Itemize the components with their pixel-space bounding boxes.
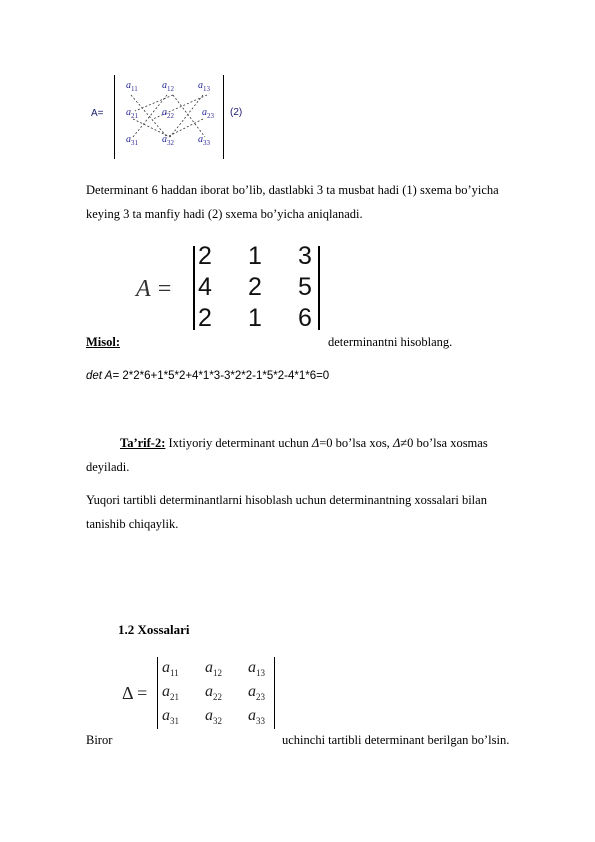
definition-text: ≠0 bo’lsa xosmas bbox=[400, 436, 488, 450]
definition-text: Ixtiyoriy determinant uchun bbox=[165, 436, 312, 450]
paragraph-line: Yuqori tartibli determinantlarni hisoblash uchun determinantning xossalari bilan bbox=[86, 493, 487, 507]
scheme-cell: $a_{11}$ bbox=[126, 80, 138, 93]
definition-line bbox=[120, 433, 488, 453]
delta-cell: $a_{33}$ bbox=[248, 707, 265, 727]
formula-text: = 2*2*6+1*5*2+4*1*3-3*2*2-1*5*2-4*1*6=0 bbox=[112, 370, 330, 382]
matrix-cell: 2 bbox=[198, 242, 212, 270]
matrix-cell: 3 bbox=[298, 242, 312, 270]
misol-label: Misol: bbox=[86, 335, 121, 349]
matrix-label: A = bbox=[136, 276, 173, 302]
misol-text: determinantni hisoblang. bbox=[328, 335, 453, 349]
scheme-right-bar bbox=[223, 75, 224, 159]
formula-line bbox=[86, 366, 329, 386]
matrix-cell: 2 bbox=[198, 304, 212, 332]
delta-cell: $a_{12}$ bbox=[205, 659, 222, 679]
scheme-label: A= bbox=[91, 108, 104, 119]
formula-prefix: det A bbox=[86, 370, 113, 382]
scheme-cell: $a_{22}$ bbox=[162, 107, 174, 120]
paragraph-line: keying 3 ta manfiy hadi (2) sxema bo’yicha aniqlanadi. bbox=[86, 207, 363, 221]
delta-cell: $a_{32}$ bbox=[205, 707, 222, 727]
delta-label: Δ = bbox=[122, 683, 148, 703]
matrix-cell: 5 bbox=[298, 273, 312, 301]
delta-left-bar bbox=[157, 657, 158, 729]
definition-label: Ta’rif-2: bbox=[120, 436, 166, 450]
matrix-cell: 1 bbox=[248, 304, 262, 332]
delta-cell: $a_{11}$ bbox=[162, 659, 179, 679]
last-line-left: Biror bbox=[86, 733, 113, 747]
scheme-cell: $a_{12}$ bbox=[162, 80, 174, 93]
matrix-cell: 4 bbox=[198, 273, 212, 301]
section-heading: 1.2 Xossalari bbox=[118, 622, 190, 637]
scheme-cell: $a_{32}$ bbox=[162, 134, 174, 147]
paragraph-line: Determinant 6 haddan iborat bo’lib, dastlabki 3 ta musbat hadi (1) sxema bo’yicha bbox=[86, 183, 499, 197]
definition-line: deyiladi. bbox=[86, 460, 130, 474]
matrix-cell: 2 bbox=[248, 273, 262, 301]
delta-right-bar bbox=[274, 657, 275, 729]
last-line-right: uchinchi tartibli determinant berilgan bo’lsin. bbox=[282, 733, 510, 747]
scheme-cell: $a_{33}$ bbox=[198, 134, 210, 147]
paragraph-line: tanishib chiqaylik. bbox=[86, 517, 179, 531]
delta-cell: $a_{22}$ bbox=[205, 683, 222, 703]
scheme-number: (2) bbox=[230, 107, 243, 118]
delta-cell: $a_{23}$ bbox=[248, 683, 265, 703]
scheme-cell: $a_{13}$ bbox=[198, 80, 210, 93]
matrix-cell: 1 bbox=[248, 242, 262, 270]
delta-symbol: Δ bbox=[311, 436, 320, 450]
scheme-cell: $a_{21}$ bbox=[126, 107, 138, 120]
delta-cell: $a_{31}$ bbox=[162, 707, 179, 727]
matrix-cell: 6 bbox=[298, 304, 312, 332]
scheme-cell: $a_{31}$ bbox=[126, 134, 138, 147]
delta-cell: $a_{21}$ bbox=[162, 683, 179, 703]
scheme-cell: $a_{23}$ bbox=[202, 107, 214, 120]
delta-cell: $a_{13}$ bbox=[248, 659, 265, 679]
matrix-left-bar bbox=[193, 246, 195, 330]
matrix-right-bar bbox=[318, 246, 320, 330]
delta-symbol: Δ bbox=[392, 436, 401, 450]
definition-text: =0 bo’lsa xos, bbox=[319, 436, 393, 450]
